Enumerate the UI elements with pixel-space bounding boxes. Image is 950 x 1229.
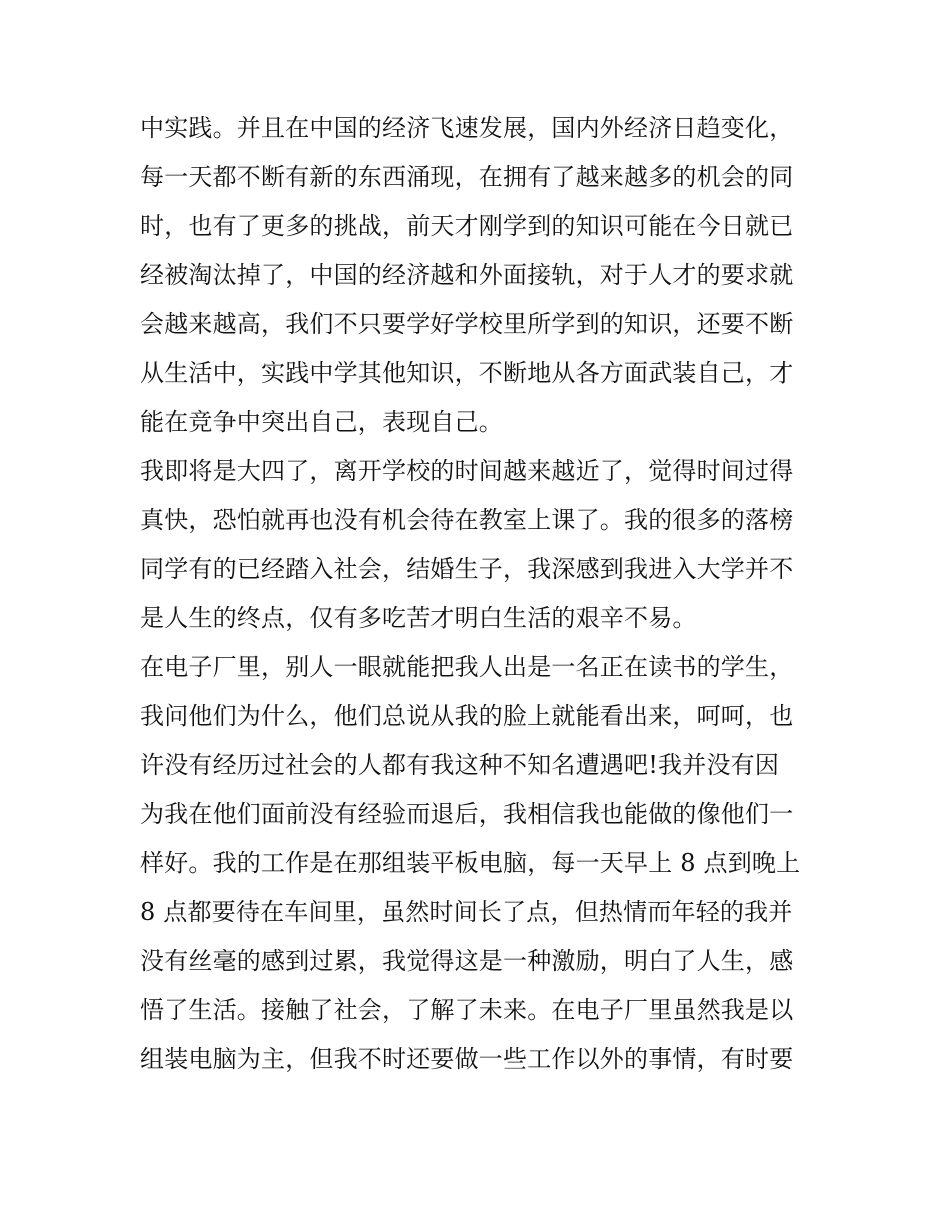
- text-line-18: 没有丝毫的感到过累，我觉得这是一种激励，明白了人生，感: [140, 947, 794, 975]
- body-text: [140, 104, 830, 1084]
- text-line-12: 在电子厂里，别人一眼就能把我人出是一名正在读书的学生，: [140, 653, 794, 681]
- text-line-4: 经被淘汰掉了，中国的经济越和外面接轨，对于人才的要求就: [140, 261, 794, 289]
- text-line-15: 为我在他们面前没有经验而退后，我相信我也能做的像他们一: [140, 800, 794, 828]
- text-line-2: 每一天都不断有新的东西涌现，在拥有了越来越多的机会的同: [140, 163, 794, 191]
- text-line-3: 时，也有了更多的挑战，前天才刚学到的知识可能在今日就已: [140, 212, 794, 240]
- text-line-8: 我即将是大四了，离开学校的时间越来越近了，觉得时间过得: [140, 457, 794, 485]
- text-line-9: 真快，恐怕就再也没有机会待在教室上课了。我的很多的落榜: [140, 506, 794, 534]
- text-line-16: 样好。我的工作是在那组装平板电脑，每一天早上 8 点到晚上: [140, 849, 801, 877]
- text-line-19: 悟了生活。接触了社会，了解了未来。在电子厂里虽然我是以: [140, 996, 794, 1024]
- text-line-5: 会越来越高，我们不只要学好学校里所学到的知识，还要不断: [140, 310, 794, 338]
- text-line-17: 8 点都要待在车间里，虽然时间长了点，但热情而年轻的我并: [140, 898, 793, 926]
- text-line-10: 同学有的已经踏入社会，结婚生子，我深感到我进入大学并不: [140, 555, 794, 583]
- text-line-7: 能在竞争中突出自己，表现自己。: [140, 408, 503, 436]
- text-line-20: 组装电脑为主，但我不时还要做一些工作以外的事情，有时要: [140, 1045, 794, 1073]
- text-line-1: 中实践。并且在中国的经济飞速发展，国内外经济日趋变化，: [140, 114, 794, 142]
- text-line-13: 我问他们为什么，他们总说从我的脸上就能看出来，呵呵，也: [140, 702, 794, 730]
- text-line-14: 许没有经历过社会的人都有我这种不知名遭遇吧!我并没有因: [140, 751, 780, 779]
- text-line-6: 从生活中，实践中学其他知识，不断地从各方面武装自己，才: [140, 359, 794, 387]
- text-line-11: 是人生的终点，仅有多吃苦才明白生活的艰辛不易。: [140, 604, 697, 632]
